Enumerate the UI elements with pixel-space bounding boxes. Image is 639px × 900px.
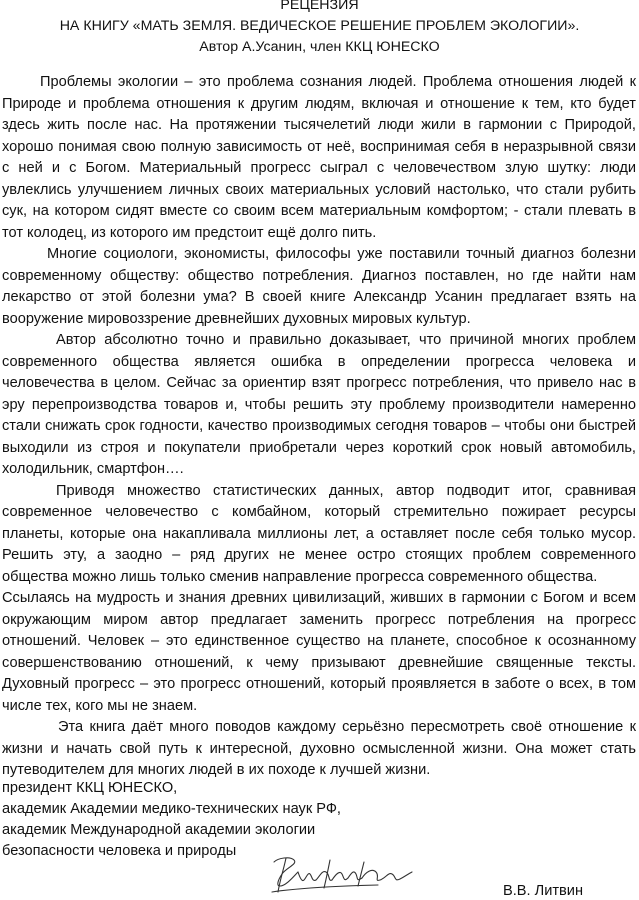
paragraph-1: Проблемы экологии – это проблема сознания людей. Проблема отношения людей к Природе и проблема отношения к другим людям, включая и отношение к тем, кто будет здесь жить после нас. На протяжении тысячелетий люди жили в гармонии с Природой, хорошо понимая свою полную зависимость от неё, воспринимая себя в неразрывной связи с ней и с Богом. Материальный прогресс сыграл с человечеством злую шутку: люди увлеклись улучшением личных своих материальных условий настолько, что стали рубить сук, на котором сидят вместе со своим всем материальным комфортом; - стали плевать в тот колодец, из которого им предстоит ещё долго пить.	[2, 74, 636, 241]
signatory-titles	[2, 778, 341, 862]
paragraph-5: Ссылаясь на мудрость и знания древних цивилизаций, живших в гармонии с Богом и всем окружающим миром автор предлагает заменить прогресс потребления на прогресс отношений. Человек – это единственное существо на планете, способное к осознанному совершенствованию отношений, к чему призывают древнейшие священные тексты. Духовный прогресс – это прогресс отношений, который проявляется в заботе о всех, в том числе тех, кого мы не знаем.	[2, 590, 636, 714]
signatory-title-line: президент ККЦ ЮНЕСКО,	[2, 780, 178, 796]
signatory-name: В.В. Литвин	[503, 883, 584, 899]
document-header	[0, 0, 639, 58]
review-body	[2, 72, 636, 782]
paragraph-3: Автор абсолютно точно и правильно доказывает, что причиной многих проблем современного общества является ошибка в определении прогресса человека и человечества в целом. Сейчас за ориентир взят прогресс потребления, что привело нас в эру перепроизводства товаров и, чтобы решить эту проблему производители намеренно стали снижать срок годности, качество производимых сегодня товаров – чтобы они быстрей выходили из строя и покупатели приобретали через короткий срок новый автомобиль, холодильник, смартфон….	[2, 332, 636, 477]
paragraph-2: Многие социологи, экономисты, философы уже поставили точный диагноз болезни современному обществу: общество потребления. Диагноз поставлен, но где найти нам лекарство от этой болезни ума? В своей книге Александр Усанин предлагает взять на вооружение мировоззрение древнейших духовных мировых культур.	[2, 246, 636, 327]
author-line: Автор А.Усанин, член ККЦ ЮНЕСКО	[199, 39, 440, 55]
handwritten-signature	[268, 852, 418, 898]
signatory-title-line: безопасности человека и природы	[2, 843, 237, 859]
document-title: РЕЦЕНЗИЯ	[280, 0, 359, 13]
paragraph-4: Приводя множество статистических данных, автор подводит итог, сравнивая современное человечество с комбайном, который стремительно пожирает ресурсы планеты, которые она накапливала миллионы лет, а оставляет после себя только мусор. Решить эту, а заодно – ряд других не менее остро стоящих проблем современного общества можно лишь только сменив направление прогресса современного общества.	[2, 482, 636, 585]
signatory-title-line: академик Академии медико-технических наук РФ,	[2, 801, 341, 817]
signatory-title-line: академик Международной академии экологии	[2, 822, 316, 838]
document-subtitle: НА КНИГУ «МАТЬ ЗЕМЛЯ. ВЕДИЧЕСКОЕ РЕШЕНИЕ ПРОБЛЕМ ЭКОЛОГИИ».	[59, 18, 580, 34]
paragraph-6: Эта книга даёт много поводов каждому серьёзно пересмотреть своё отношение к жизни и начать свой путь к интересной, духовно осмысленной жизни. Она может стать путеводителем для многих людей в их походе к лучшей жизни.	[2, 719, 636, 778]
